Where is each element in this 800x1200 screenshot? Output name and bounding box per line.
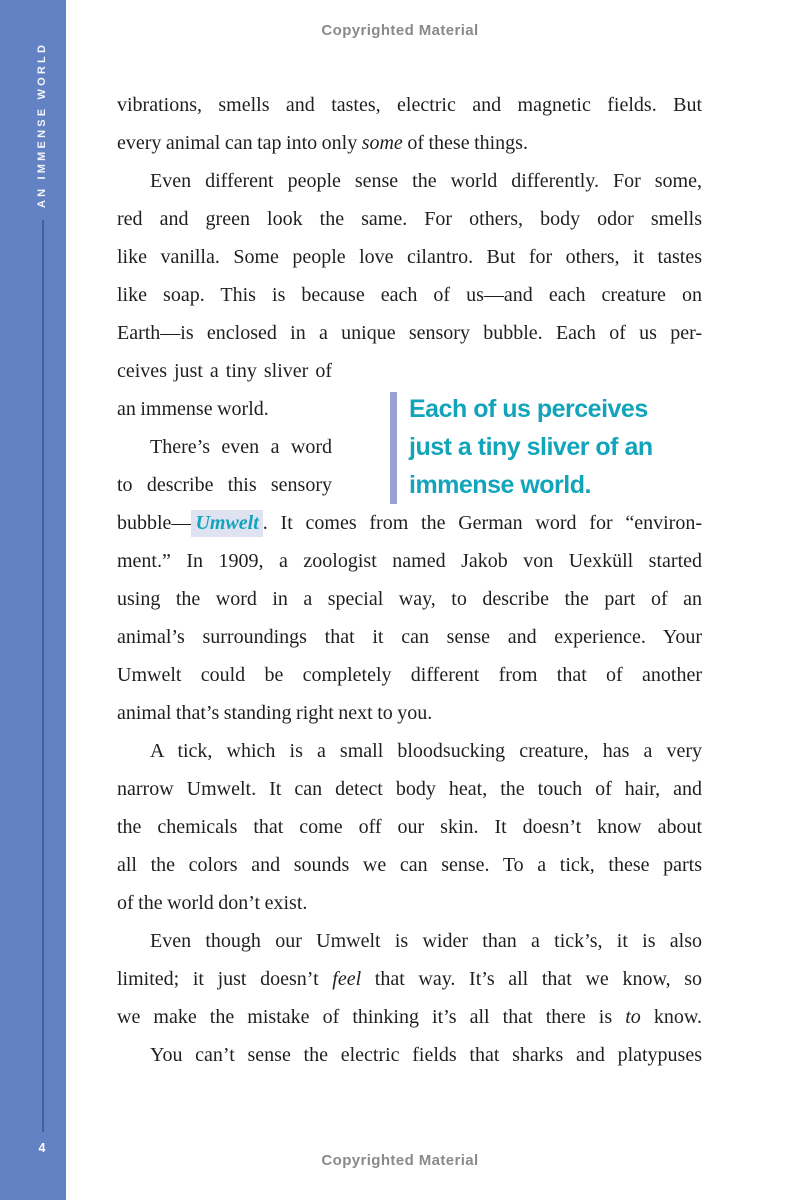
text-run: know. bbox=[640, 1006, 702, 1028]
italic-text-run: some bbox=[361, 132, 403, 154]
text-line bbox=[117, 162, 702, 200]
text-run: bubble— bbox=[117, 512, 192, 534]
text-run: all the colors and sounds we can sense. To a tick, these parts bbox=[117, 854, 702, 876]
text-run: limited; it just doesn’t bbox=[117, 968, 333, 990]
text-line bbox=[117, 580, 702, 618]
text-line bbox=[117, 86, 702, 124]
text-run: that way. It’s all that we know, so bbox=[361, 968, 703, 990]
text-line bbox=[117, 922, 702, 960]
text-line bbox=[117, 314, 702, 352]
text-column bbox=[117, 86, 702, 1074]
text-line bbox=[117, 998, 702, 1036]
copyright-notice-bottom: Copyrighted Material bbox=[321, 1152, 479, 1169]
text-run: like vanilla. Some people love cilantro. But for others, it tastes bbox=[117, 246, 702, 268]
copyright-notice-top: Copyrighted Material bbox=[321, 22, 479, 39]
text-run: Even though our Umwelt is wider than a tick’s, it is also bbox=[150, 930, 702, 952]
pull-quote-text bbox=[409, 390, 720, 504]
text-line bbox=[117, 428, 332, 466]
text-run: ment.” In 1909, a zoologist named Jakob von Uexküll started bbox=[117, 550, 702, 572]
text-run: every animal can tap into only bbox=[117, 132, 362, 154]
text-run: . It comes from the German word for “environ- bbox=[262, 512, 702, 534]
pull-quote-line: just a tiny sliver of an bbox=[409, 433, 653, 461]
text-run: an immense world. bbox=[117, 398, 269, 420]
page-number: 4 bbox=[38, 1141, 46, 1155]
italic-text-run: feel bbox=[332, 968, 362, 990]
text-run: ceives just a tiny sliver of bbox=[117, 360, 332, 382]
text-line bbox=[117, 504, 702, 542]
text-run: animal’s surroundings that it can sense and experience. Your bbox=[117, 626, 702, 648]
umwelt-term-highlight: Umwelt bbox=[191, 510, 262, 537]
text-run: red and green look the same. For others, body odor smells bbox=[117, 208, 702, 230]
text-line bbox=[117, 732, 702, 770]
text-run: Umwelt could be completely different from that of another bbox=[117, 664, 702, 686]
text-run: of the world don’t exist. bbox=[117, 892, 308, 914]
text-line bbox=[117, 390, 332, 428]
text-line bbox=[117, 960, 702, 998]
text-run: vibrations, smells and tastes, electric and magnetic fields. But bbox=[117, 94, 702, 116]
text-run: animal that’s standing right next to you. bbox=[117, 702, 433, 724]
text-line bbox=[117, 1036, 702, 1074]
sidebar-vertical-rule bbox=[42, 220, 44, 1132]
text-run: narrow Umwelt. It can detect body heat, the touch of hair, and bbox=[117, 778, 702, 800]
pull-quote-line: immense world. bbox=[409, 471, 591, 499]
text-line bbox=[117, 884, 702, 922]
text-line bbox=[117, 124, 702, 162]
pull-quote-line: Each of us perceives bbox=[409, 395, 648, 423]
text-line bbox=[117, 352, 332, 390]
text-run: A tick, which is a small bloodsucking creature, has a very bbox=[150, 740, 702, 762]
sidebar-book-title: AN IMMENSE WORLD bbox=[36, 41, 48, 208]
pull-quote bbox=[390, 390, 720, 504]
text-run: we make the mistake of thinking it’s all that there is bbox=[117, 1006, 626, 1028]
pull-quote-bar bbox=[390, 392, 397, 504]
text-run: There’s even a word bbox=[150, 436, 332, 458]
text-line bbox=[117, 200, 702, 238]
text-run: Even different people sense the world differently. For some, bbox=[150, 170, 702, 192]
text-run: of these things. bbox=[402, 132, 528, 154]
text-run: like soap. This is because each of us—and each creature on bbox=[117, 284, 702, 306]
text-line bbox=[117, 542, 702, 580]
text-line bbox=[117, 694, 702, 732]
text-line bbox=[117, 846, 702, 884]
text-line bbox=[117, 466, 332, 504]
text-run: the chemicals that come off our skin. It doesn’t know about bbox=[117, 816, 702, 838]
text-run: to describe this sensory bbox=[117, 474, 332, 496]
text-run: You can’t sense the electric fields that sharks and platypuses bbox=[150, 1044, 702, 1066]
text-line bbox=[117, 808, 702, 846]
text-line bbox=[117, 770, 702, 808]
text-line bbox=[117, 618, 702, 656]
sidebar bbox=[0, 0, 66, 1200]
text-line bbox=[117, 656, 702, 694]
text-line bbox=[117, 238, 702, 276]
text-line bbox=[117, 276, 702, 314]
text-run: Earth—is enclosed in a unique sensory bubble. Each of us per- bbox=[117, 322, 702, 344]
italic-text-run: to bbox=[625, 1006, 641, 1028]
text-run: using the word in a special way, to describe the part of an bbox=[117, 588, 702, 610]
